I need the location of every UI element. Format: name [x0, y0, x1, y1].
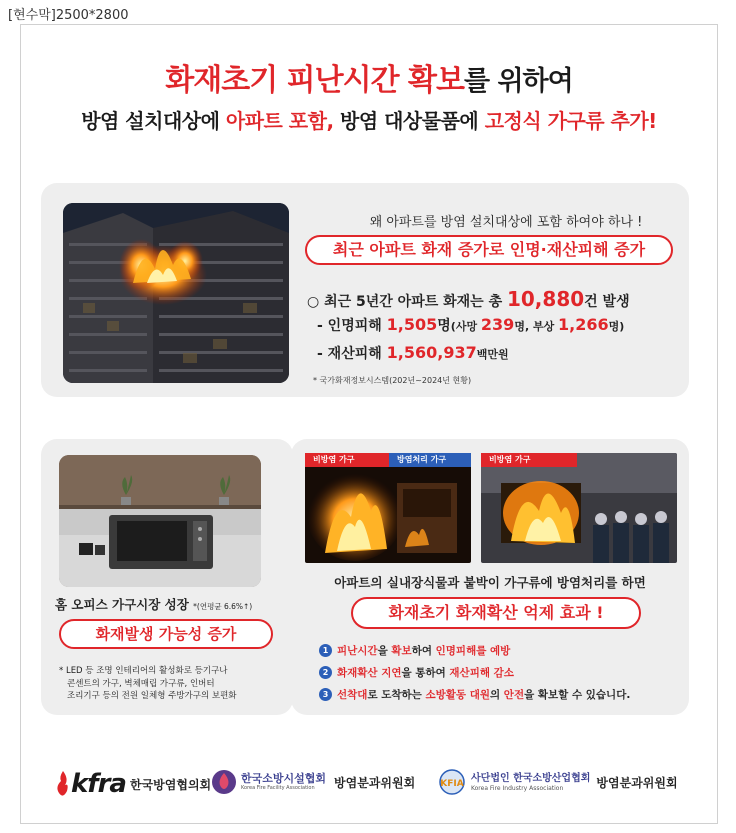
footer-logos [21, 757, 717, 817]
casualty-detail-b: 명, 부상 [514, 320, 559, 333]
benefit-item-2 [319, 665, 514, 680]
benefit-2-a: 화재확산 지연 [337, 667, 402, 679]
kffa-emblem-icon [211, 769, 237, 795]
fire-risk-highlight: 화재발생 가능성 증가 [59, 619, 273, 649]
property-damage-stat [317, 343, 509, 363]
kfra-mark: kfra [71, 769, 126, 799]
kfia-committee: 방염분과위원회 [596, 775, 678, 790]
kffa-logo [211, 769, 415, 795]
kfia-mark: KFIA [440, 779, 464, 789]
benefit-3-b: 로 도착하는 [367, 689, 426, 701]
benefit-number-2: 2 [319, 666, 332, 679]
lighting-note [59, 665, 287, 703]
casualty-prefix: - 인명피해 [317, 318, 387, 334]
benefit-item-1 [319, 643, 510, 658]
comparison-photo-1 [305, 453, 471, 563]
benefit-number-3: 3 [319, 688, 332, 701]
comparison-photo-2 [481, 453, 677, 563]
casualty-detail-c: 명) [608, 320, 625, 333]
benefit-1-b: 을 [377, 645, 392, 657]
injuries-value: 1,266 [558, 315, 609, 334]
benefit-number-1: 1 [319, 644, 332, 657]
home-office-growth-note: *(연평균 6.6%↑) [193, 602, 253, 611]
fire-increase-highlight: 최근 아파트 화재 증가로 인명·재산피해 증가 [305, 235, 673, 265]
property-unit: 백만원 [476, 348, 509, 361]
why-question: 왜 아파트를 방염 설치대상에 포함 하여야 하나 ! [369, 215, 643, 230]
total-fires-value: 10,880 [506, 287, 585, 311]
sub-title-part1: 방염 설치대상에 [81, 109, 226, 133]
benefit-3-c: 소방활동 대원 [425, 689, 490, 701]
benefit-2-b: 을 통하여 [401, 667, 450, 679]
benefit-1-e: 인명피해를 예방 [435, 645, 511, 657]
sub-title-red1: 아파트 포함, [225, 109, 334, 133]
lighting-note-line1: * LED 등 조명 인테리어의 활성화로 등기구나 [59, 666, 228, 676]
sub-title [21, 105, 717, 134]
kfia-logo [437, 769, 678, 795]
treated-tag: 방염처리 가구 [389, 453, 471, 467]
benefit-1-a: 피난시간 [337, 645, 378, 657]
benefit-1-d: 하여 [411, 645, 436, 657]
kfia-name: 사단법인 한국소방산업협회 [471, 772, 591, 784]
kfia-en: Korea Fire Industry Association [471, 784, 564, 792]
benefit-2-c: 재산피해 감소 [449, 667, 514, 679]
lighting-note-line3: 조리기구 등의 전원 일체형 주방가구의 보편화 [67, 691, 237, 701]
apartment-fire-panel [41, 183, 689, 397]
main-title-red: 화재초기 피난시간 확보 [165, 63, 464, 98]
retardant-statement: 아파트의 실내장식물과 붙박이 가구류에 방염처리를 하면 [334, 575, 646, 590]
benefit-3-e: 안전 [503, 689, 525, 701]
total-fires-stat [307, 287, 630, 311]
casualty-detail-a: (사망 [450, 320, 481, 333]
kfia-globe-icon [437, 769, 467, 795]
benefit-3-a: 선착대 [337, 689, 368, 701]
home-office-panel [41, 439, 293, 715]
benefit-1-c: 확보 [391, 645, 412, 657]
kffa-en: Korea Fire Facility Association [241, 785, 315, 791]
kfra-org-name: 한국방염협의회 [129, 777, 212, 792]
spread-suppression-highlight: 화재초기 화재확산 억제 효과 ! [351, 597, 641, 629]
sub-title-red2: 고정식 가구류 추가! [484, 109, 657, 133]
kitchen-photo [59, 455, 261, 587]
home-office-growth [55, 595, 252, 613]
lighting-note-line2: 콘센트의 가구, 벽체매립 가구류, 인버터 [67, 678, 215, 689]
apartment-fire-photo [63, 203, 289, 383]
untreated-tag-2: 비방염 가구 [481, 453, 577, 467]
source-note: * 국가화재정보시스템(202년~2024년 현황) [313, 376, 472, 385]
fire-retardant-panel [291, 439, 689, 715]
kffa-committee: 방염분과위원회 [334, 775, 416, 790]
casualty-unit: 명 [437, 318, 451, 334]
main-title-black: 를 위하여 [463, 66, 573, 97]
total-fires-suffix: 건 발생 [584, 294, 630, 310]
property-value: 1,560,937 [386, 343, 477, 362]
kffa-name: 한국소방시설협회 [241, 772, 327, 785]
kffa-text [241, 773, 326, 791]
kfia-text [471, 773, 590, 792]
total-fires-prefix: ○ 최근 5년간 아파트 화재는 총 [307, 294, 507, 310]
main-title [21, 55, 717, 99]
deaths-value: 239 [480, 315, 515, 334]
property-prefix: - 재산피해 [317, 346, 387, 362]
kfra-flame-icon [55, 769, 71, 799]
sub-title-part2: 방염 대상물품에 [333, 109, 485, 133]
banner [20, 24, 718, 824]
untreated-tag-1: 비방염 가구 [305, 453, 389, 467]
casualty-value: 1,505 [386, 315, 438, 334]
home-office-growth-text: 홈 오피스 가구시장 성장 [55, 597, 189, 612]
caption-label: [현수막]2500*2800 [8, 8, 129, 23]
casualty-stat [317, 315, 624, 335]
benefit-3-d: 의 [489, 689, 504, 701]
benefit-3-f: 을 확보할 수 있습니다. [524, 689, 631, 701]
kfra-logo [55, 769, 211, 799]
benefit-item-3 [319, 687, 630, 702]
